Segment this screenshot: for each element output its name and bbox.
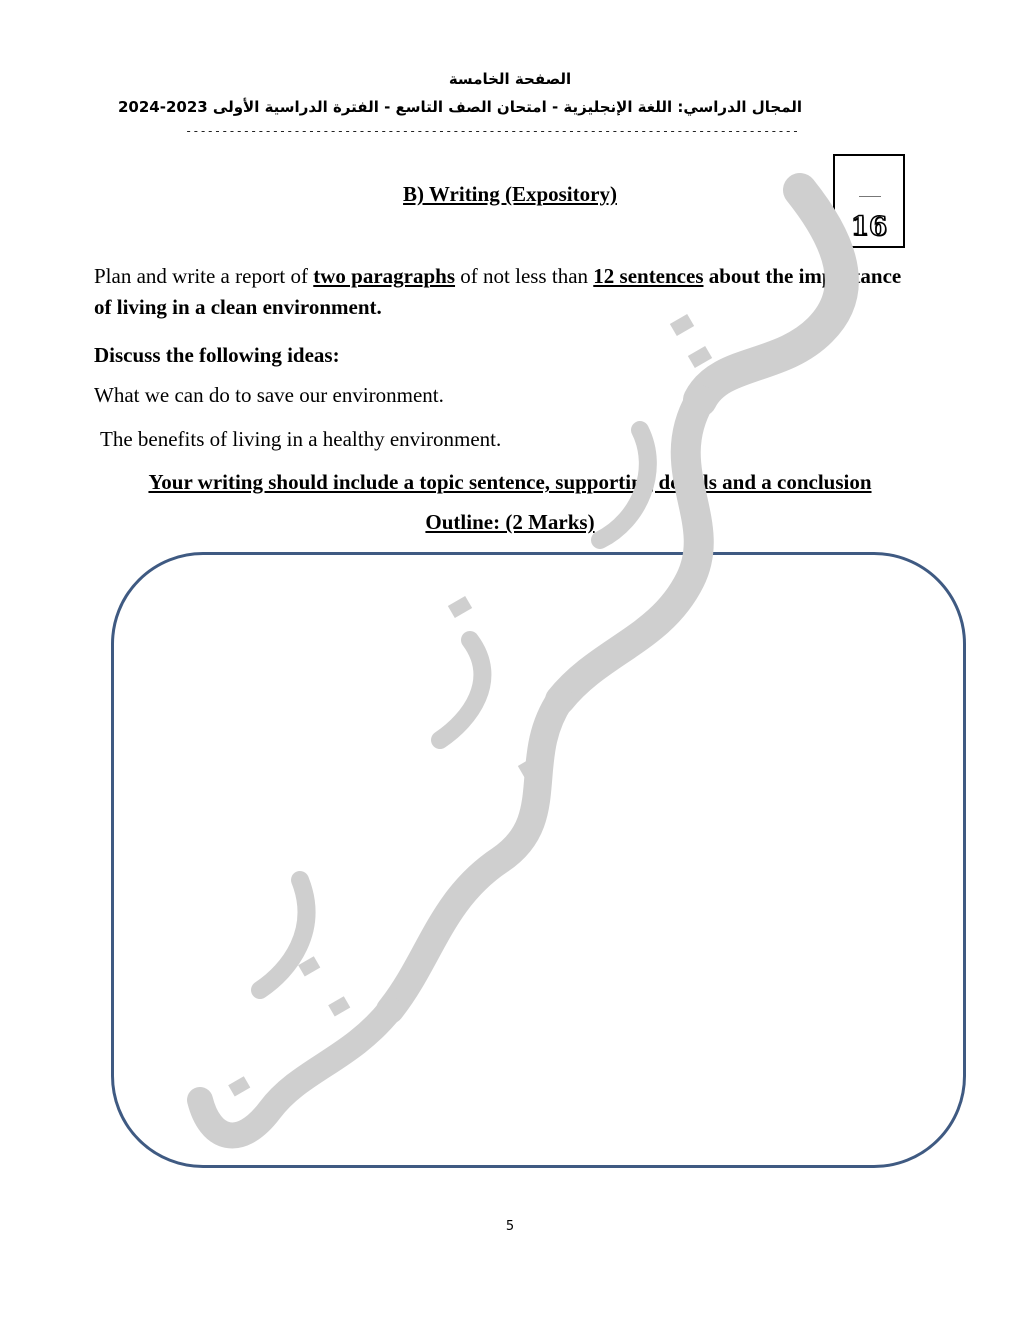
idea-item-2: The benefits of living in a healthy environment. bbox=[100, 427, 502, 451]
instruction-text-2: of not less than bbox=[455, 264, 594, 288]
exam-header-line: المجال الدراسي: اللغة الإنجليزية - امتحان الصف التاسع - الفترة الدراسية الأولى 2023-2024 bbox=[117, 98, 803, 116]
score-mark: 16 bbox=[850, 212, 888, 242]
outline-answer-box[interactable] bbox=[111, 552, 966, 1168]
instruction-topic: about the importance of living in a clean environment. bbox=[94, 264, 902, 319]
page-label: الصفحة الخامسة bbox=[448, 70, 572, 88]
section-title: B) Writing (Expository) bbox=[403, 182, 617, 206]
instruction-text-1: Plan and write a report of bbox=[94, 264, 314, 288]
instruction-paragraph-count: two paragraphs bbox=[313, 264, 456, 288]
discuss-heading: Discuss the following ideas: bbox=[94, 343, 340, 367]
outline-label: Outline: (2 Marks) bbox=[425, 510, 595, 534]
header-separator: ------------------------------------------------------------------------------------- bbox=[185, 124, 800, 138]
page-number: 5 bbox=[505, 1219, 515, 1234]
idea-item-1: What we can do to save our environment. bbox=[94, 383, 444, 407]
instruction-sentence-count: 12 sentences bbox=[593, 264, 704, 288]
writing-instruction bbox=[94, 261, 914, 323]
writing-requirement: Your writing should include a topic sentence, supporting details and a conclusion bbox=[148, 470, 872, 494]
